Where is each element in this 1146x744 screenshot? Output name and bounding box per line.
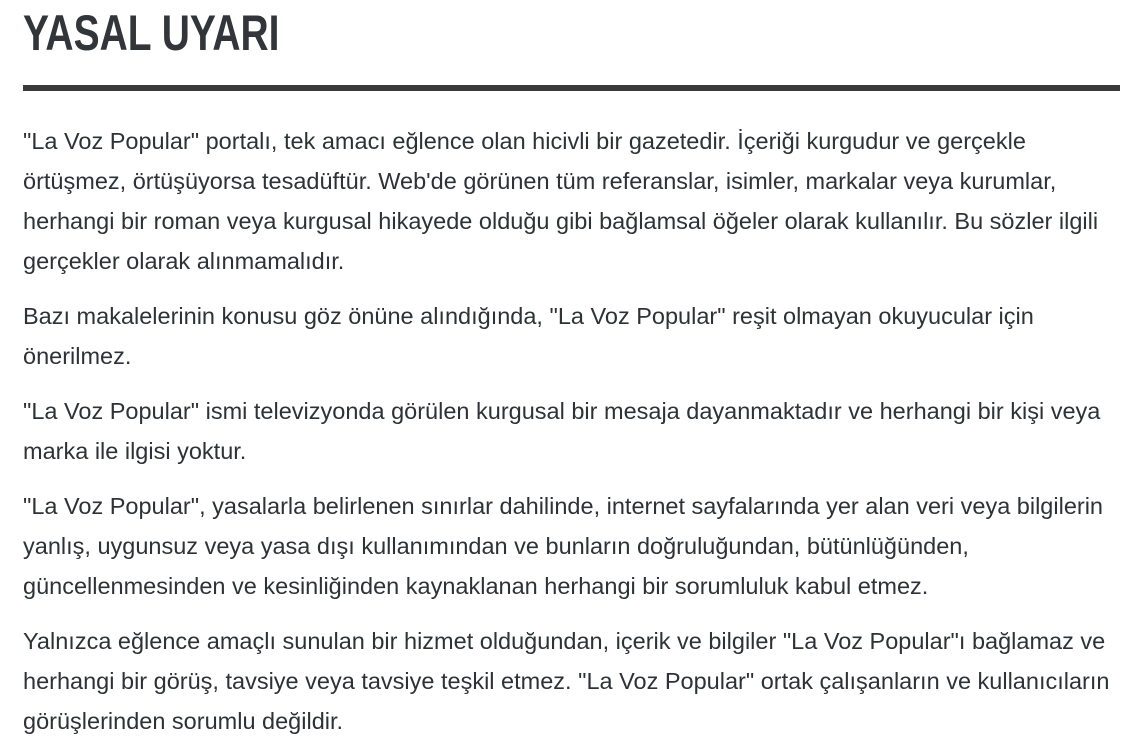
paragraph-opinions: Yalnızca eğlence amaçlı sunulan bir hizmet olduğundan, içerik ve bilgiler "La Voz Popular"ı bağlamaz ve herhangi bir görüş, tavsiye veya tavsiye teşkil etmez. "La Voz Popular" ortak çalışanların ve kullanıcıların görüşlerinden sorumlu değildir.: [23, 628, 1110, 734]
legal-notice-page: [23, 0, 1120, 741]
paragraph-disclaimer-satire: "La Voz Popular" portalı, tek amacı eğlence olan hicivli bir gazetedir. İçeriği kurgudur ve gerçekle örtüşmez, örtüşüyorsa tesadüftür. Web'de görünen tüm referanslar, isimler, markalar veya kurumlar, herhangi bir roman veya kurgusal hikayede olduğu gibi bağlamsal öğeler olarak kullanılır. Bu sözler ilgili gerçekler olarak alınmamalıdır.: [23, 128, 1099, 274]
page-title: YASAL UYARI: [23, 5, 280, 61]
paragraph-liability: "La Voz Popular", yasalarla belirlenen sınırlar dahilinde, internet sayfalarında yer alan veri veya bilgilerin yanlış, uygunsuz veya yasa dışı kullanımından ve bunların doğruluğundan, bütünlüğünden, güncellenmesinden ve kesinliğinden kaynaklanan herhangi bir sorumluluk kabul etmez.: [23, 493, 1104, 599]
page-header: [23, 0, 1120, 91]
paragraph-age-advisory: Bazı makalelerinin konusu göz önüne alındığında, "La Voz Popular" reşit olmayan okuyucular için önerilmez.: [23, 303, 1034, 369]
paragraph-name-origin: "La Voz Popular" ismi televizyonda görülen kurgusal bir mesaja dayanmaktadır ve herhangi bir kişi veya marka ile ilgisi yoktur.: [23, 398, 1101, 464]
title-divider: [23, 85, 1120, 91]
legal-text-body: [23, 121, 1120, 741]
